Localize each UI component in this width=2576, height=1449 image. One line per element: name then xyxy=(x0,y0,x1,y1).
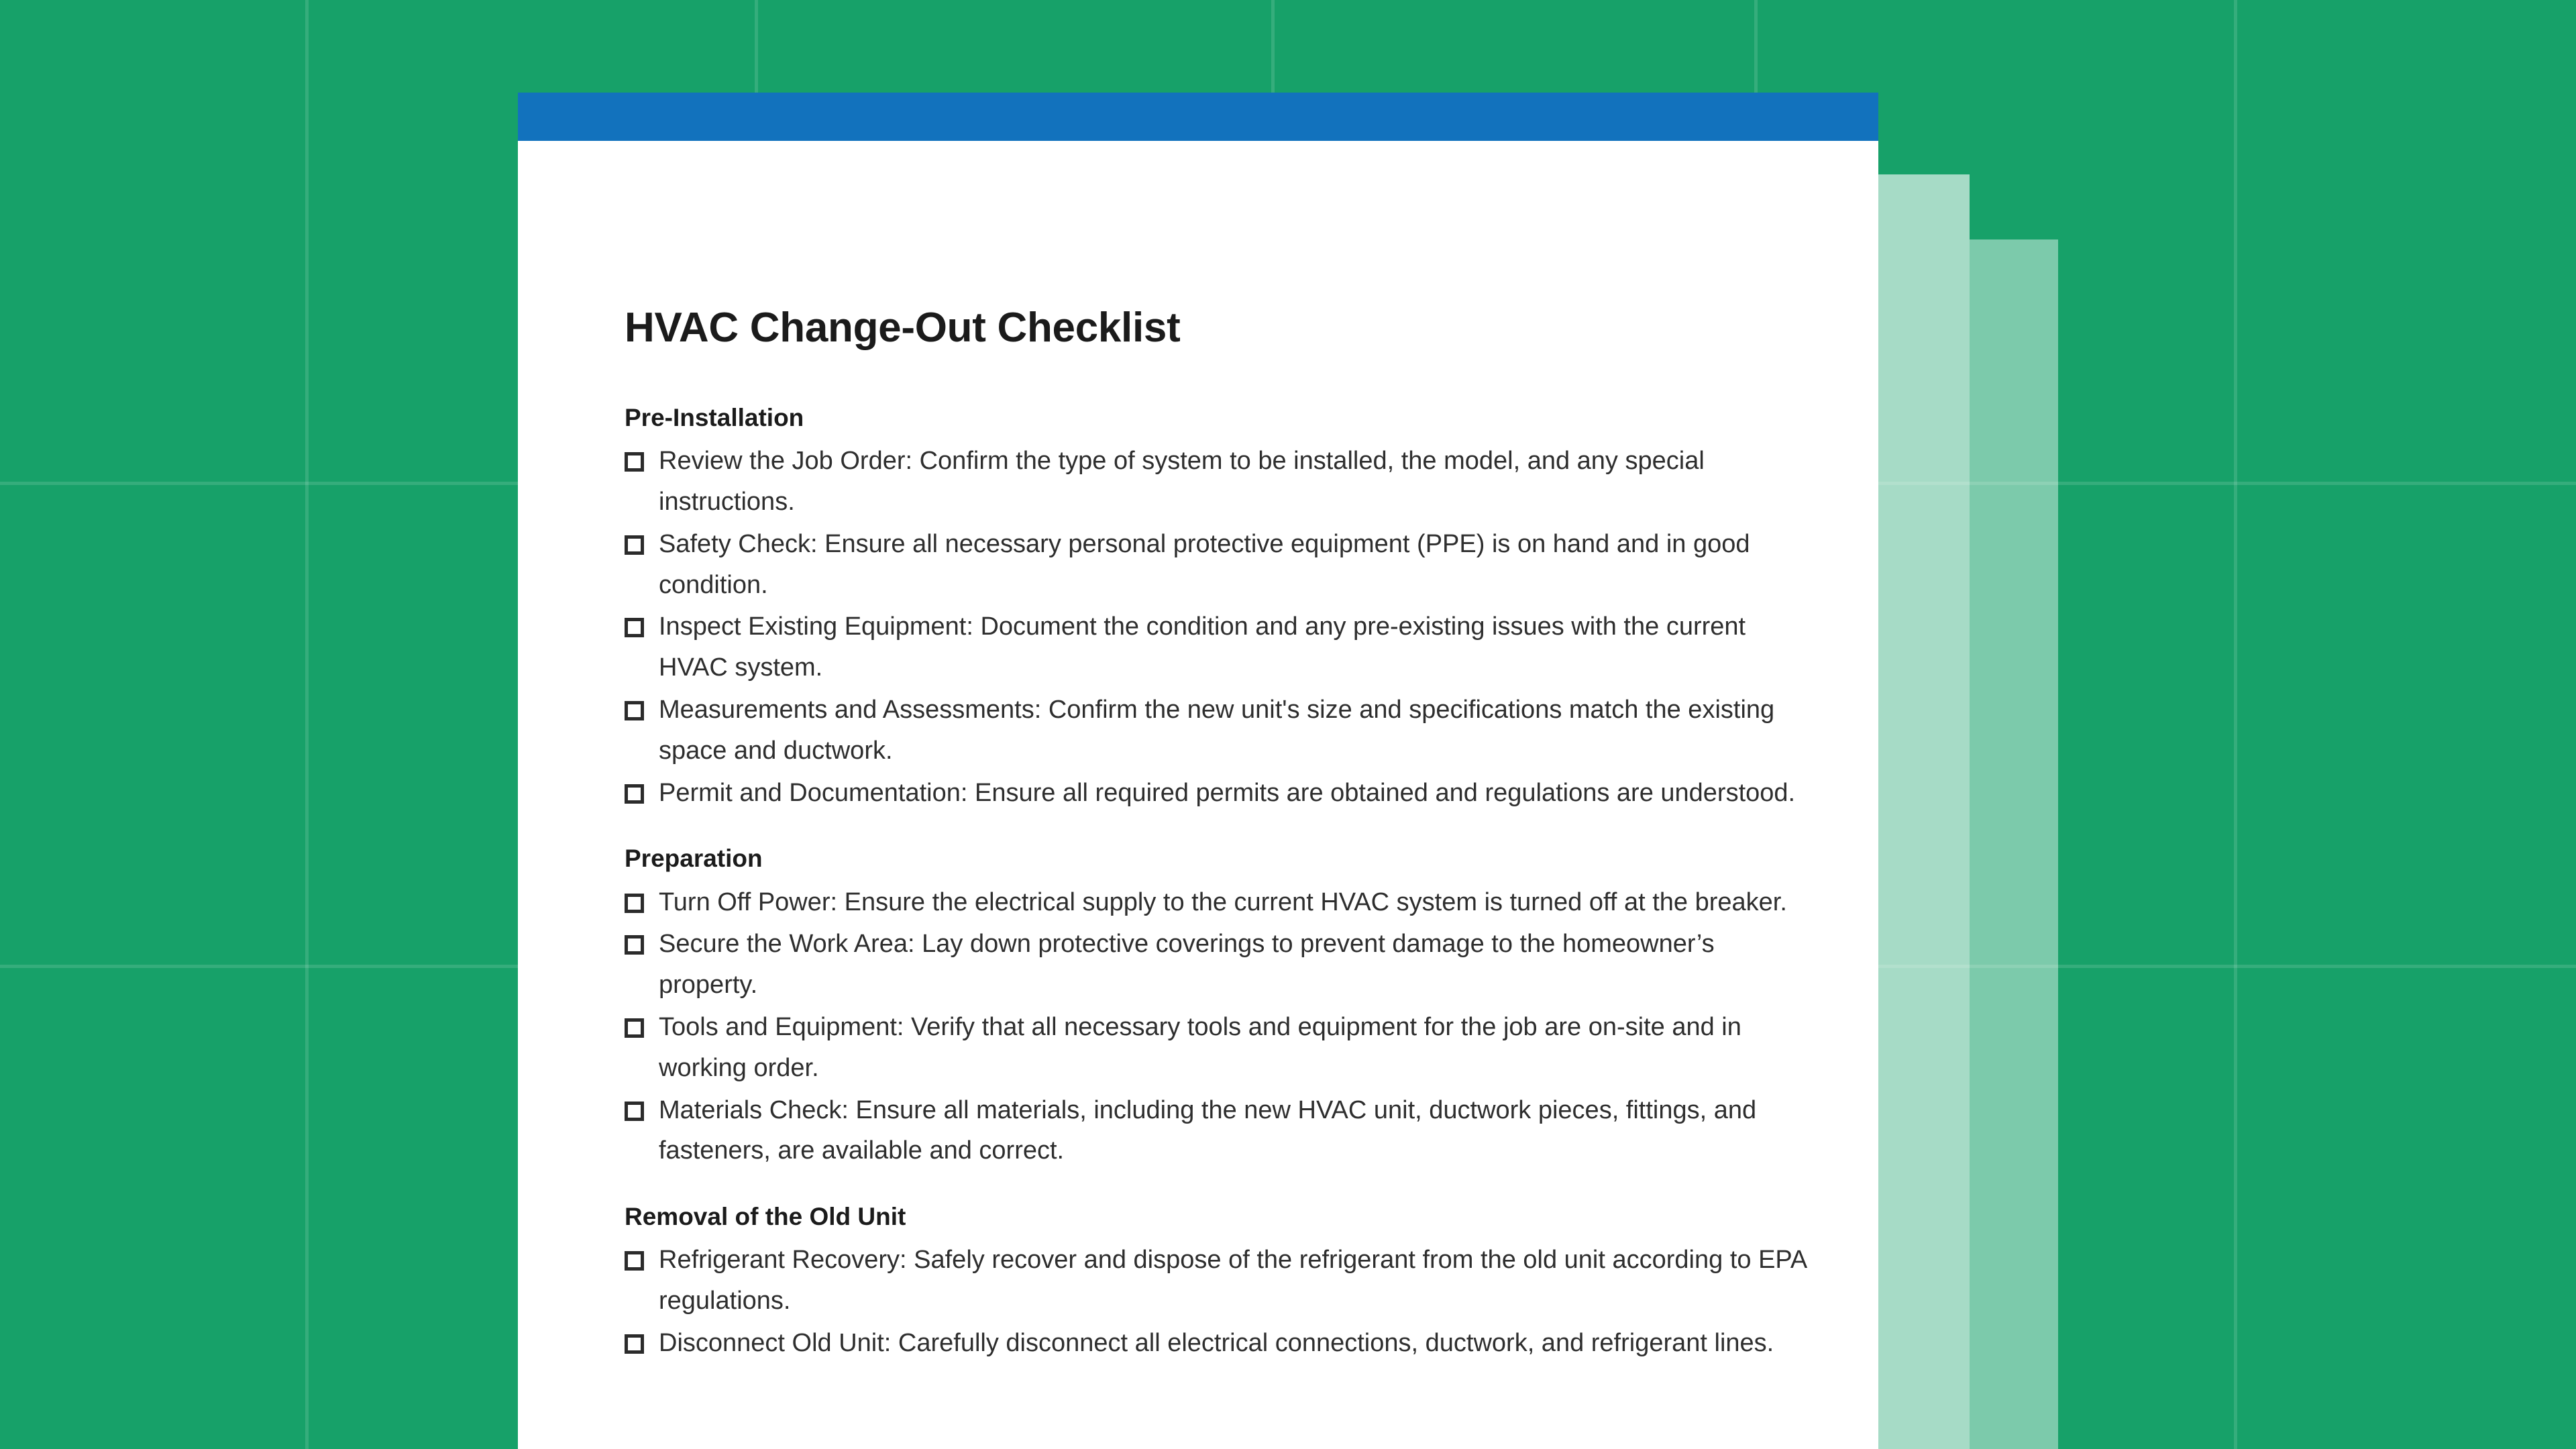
checklist-item-label: Review the Job Order: Confirm the type of system to be installed, the model, and any special instructions. xyxy=(659,447,1705,517)
grid-line-vertical xyxy=(305,0,309,1449)
page-title: HVAC Change-Out Checklist xyxy=(625,305,1181,351)
decorative-bar-short xyxy=(1970,239,2058,1449)
checkbox-icon[interactable] xyxy=(625,618,644,637)
checklist-item-label: Refrigerant Recovery: Safely recover and dispose of the refrigerant from the old unit according to EPA regulations. xyxy=(659,1246,1807,1316)
section-heading: Preparation xyxy=(625,845,763,873)
section-heading: Removal of the Old Unit xyxy=(625,1203,906,1231)
checkbox-icon[interactable] xyxy=(625,535,644,555)
document-accent-bar xyxy=(518,93,1878,141)
checklist-section xyxy=(625,402,1814,813)
section-heading: Pre-Installation xyxy=(625,404,804,432)
checklist-item-label: Safety Check: Ensure all necessary personal protective equipment (PPE) is on hand and in good condition. xyxy=(659,529,1750,599)
checklist-item[interactable] xyxy=(625,1090,1814,1172)
checklist-item[interactable] xyxy=(625,924,1814,1006)
checklist-item-label: Turn Off Power: Ensure the electrical supply to the current HVAC system is turned off at the breaker. xyxy=(659,888,1787,916)
checkbox-icon[interactable] xyxy=(625,1102,644,1121)
checklist-item-label: Disconnect Old Unit: Carefully disconnect all electrical connections, ductwork, and refrigerant lines. xyxy=(659,1328,1774,1357)
document-body xyxy=(518,141,1878,1364)
checklist-item[interactable] xyxy=(625,1007,1814,1089)
checklist-item-label: Materials Check: Ensure all materials, including the new HVAC unit, ductwork pieces, fittings, and fasteners, are available and correct. xyxy=(659,1095,1757,1165)
checklist-item[interactable] xyxy=(625,1240,1814,1322)
checklist-item[interactable] xyxy=(625,773,1814,814)
checkbox-icon[interactable] xyxy=(625,935,644,955)
checklist-item[interactable] xyxy=(625,606,1814,688)
checklist-item[interactable] xyxy=(625,690,1814,771)
checkbox-icon[interactable] xyxy=(625,452,644,472)
checkbox-icon[interactable] xyxy=(625,784,644,804)
checklist-item-label: Tools and Equipment: Verify that all necessary tools and equipment for the job are on-site and in working order. xyxy=(659,1012,1741,1082)
checklist-item-label: Permit and Documentation: Ensure all required permits are obtained and regulations are understood. xyxy=(659,778,1796,807)
checklist-item-label: Measurements and Assessments: Confirm the new unit's size and specifications match the existing space and ductwork. xyxy=(659,696,1775,765)
checkbox-icon[interactable] xyxy=(625,1334,644,1354)
checklist-item[interactable] xyxy=(625,1323,1814,1364)
checklist-section xyxy=(625,1201,1814,1363)
checklist-item-label: Inspect Existing Equipment: Document the condition and any pre-existing issues with the current HVAC system. xyxy=(659,612,1746,682)
checkbox-icon[interactable] xyxy=(625,701,644,720)
checkbox-icon[interactable] xyxy=(625,1251,644,1271)
checklist-section xyxy=(625,843,1814,1171)
document-card xyxy=(518,93,1878,1449)
checkbox-icon[interactable] xyxy=(625,1018,644,1038)
grid-line-vertical xyxy=(2234,0,2237,1449)
checklist-item-label: Secure the Work Area: Lay down protective coverings to prevent damage to the homeowner’s property. xyxy=(659,930,1715,1000)
decorative-bar-tall xyxy=(1878,174,1970,1449)
checklist-item[interactable] xyxy=(625,441,1814,523)
checkbox-icon[interactable] xyxy=(625,894,644,913)
checklist-item[interactable] xyxy=(625,524,1814,606)
checklist-item[interactable] xyxy=(625,882,1814,923)
